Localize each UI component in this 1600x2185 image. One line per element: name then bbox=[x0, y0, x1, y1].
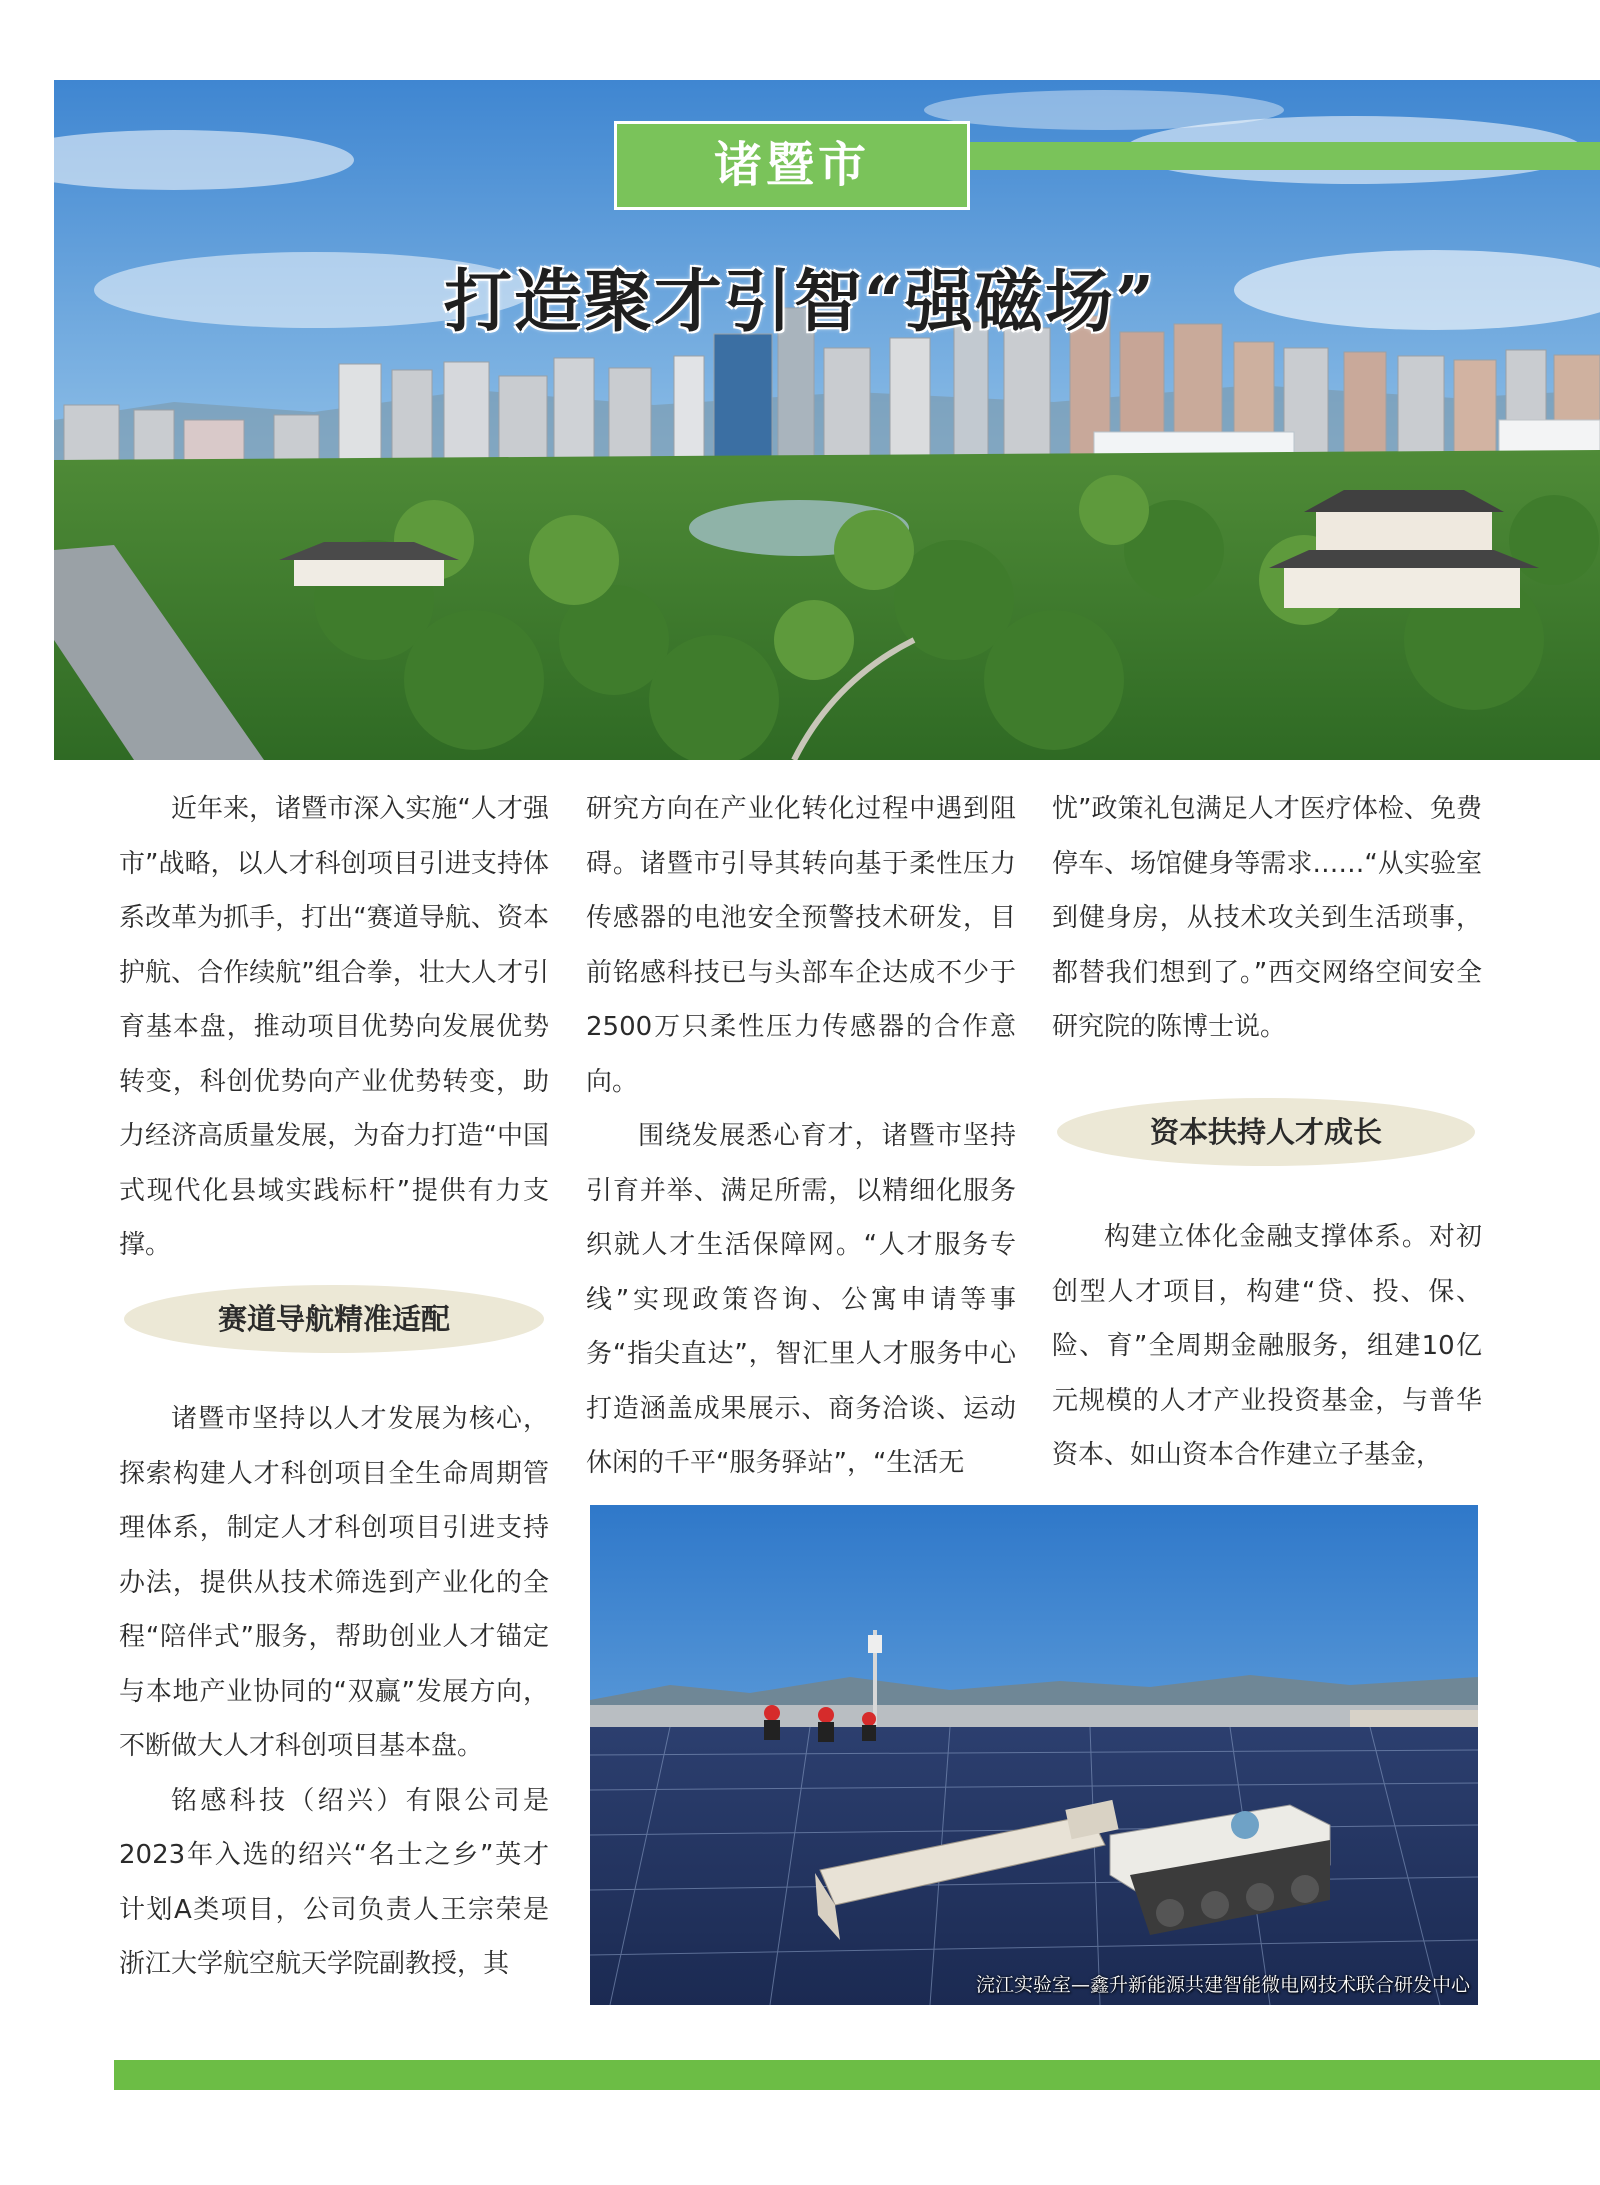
track-navigation-paragraph: 诸暨市坚持以人才发展为核心，探索构建人才科创项目全生命周期管理体系，制定人才科创项目引进支持办法，提供从技术筛选到产业化的全程“陪伴式”服务，帮助创业人才锚定与本地产业协同的“双赢”发展方向，不断做大人才科创项目基本盘。 bbox=[119, 1404, 549, 1761]
article-headline: 打造聚才引智“强磁场” bbox=[443, 262, 1157, 342]
talent-service-paragraph-continued: 忧”政策礼包满足人才医疗体检、免费停车、场馆健身等需求……“从实验室到健身房，从技术攻关到生活琐事，都替我们想到了。”西交网络空间安全研究院的陈博士说。 bbox=[1052, 794, 1482, 1042]
city-badge: 诸暨市 bbox=[614, 121, 970, 210]
minggan-paragraph-start: 铭感科技（绍兴）有限公司是2023年入选的绍兴“名士之乡”英才计划A类项目，公司负责人王宗荣是浙江大学航空航天学院副教授，其 bbox=[119, 1785, 549, 1979]
footer-bar bbox=[114, 2060, 1600, 2090]
intro-paragraph: 近年来，诸暨市深入实施“人才强市”战略，以人才科创项目引进支持体系改革为抓手，打出“赛道导航、资本护航、合作续航”组合拳，壮大人才引育基本盘，推动项目优势向发展优势转变，科创优势向产业优势转变，助力经济高质量发展，为奋力打造“中国式现代化县域实践标杆”提供有力支撑。 bbox=[119, 794, 549, 1260]
photo-caption: 浣江实验室—鑫升新能源共建智能微电网技术联合研发中心 bbox=[975, 1974, 1470, 1996]
talent-service-paragraph: 围绕发展悉心育才，诸暨市坚持引育并举、满足所需，以精细化服务织就人才生活保障网。“人才服务专线”实现政策咨询、公寓申请等事务“指尖直达”，智汇里人才服务中心打造涵盖成果展示、商务洽谈、运动休闲的千平“服务驿站”，“生活无 bbox=[586, 1121, 1016, 1478]
column-3-top bbox=[1052, 782, 1482, 1055]
column-1-body bbox=[119, 1392, 549, 1992]
badge-accent-line bbox=[970, 142, 1600, 170]
capital-support-paragraph: 构建立体化金融支撑体系。对初创型人才项目，构建“贷、投、保、险、育”全周期金融服务，组建10亿元规模的人才产业投资基金，与普华资本、如山资本合作建立子基金， bbox=[1052, 1222, 1482, 1470]
section-heading-track-navigation: 赛道导航精准适配 bbox=[124, 1285, 544, 1353]
solar-panel-photo bbox=[590, 1505, 1478, 2005]
column-2 bbox=[586, 782, 1016, 1491]
column-1-intro bbox=[119, 782, 549, 1273]
column-3-body bbox=[1052, 1210, 1482, 1483]
minggan-paragraph-continued: 研究方向在产业化转化过程中遇到阻碍。诸暨市引导其转向基于柔性压力传感器的电池安全预警技术研发，目前铭感科技已与头部车企达成不少于2500万只柔性压力传感器的合作意向。 bbox=[586, 794, 1016, 1097]
section-heading-capital-support: 资本扶持人才成长 bbox=[1057, 1098, 1475, 1166]
